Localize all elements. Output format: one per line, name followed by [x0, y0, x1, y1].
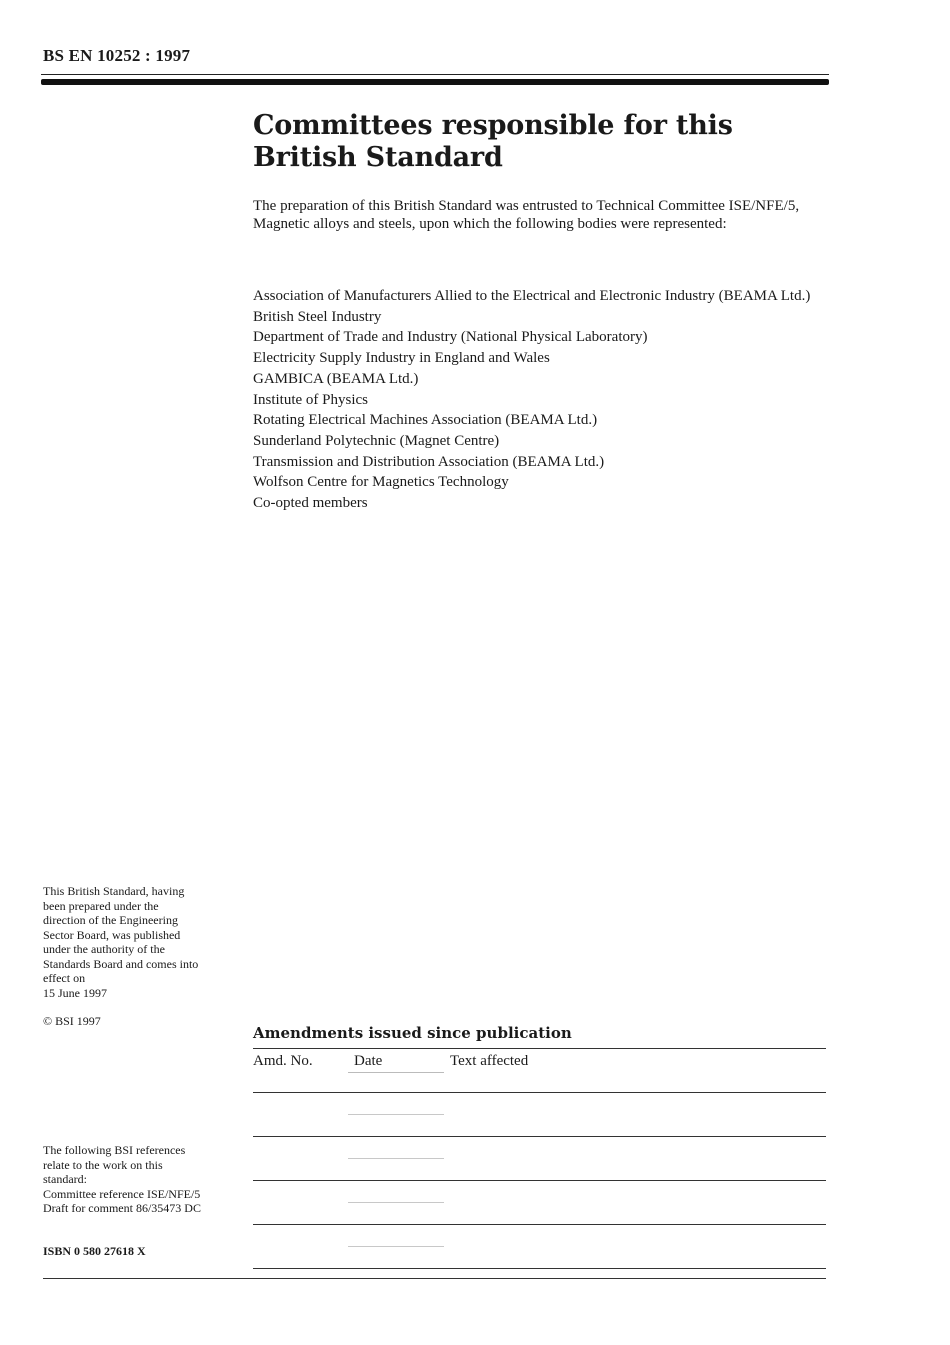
column-header-date — [348, 1053, 444, 1073]
ref-line: The following BSI references — [43, 1143, 186, 1157]
list-item: Wolfson Centre for Magnetics Technology — [253, 474, 509, 491]
publication-note — [43, 884, 233, 1000]
note-line: been prepared under the — [43, 898, 159, 913]
note-line: under the authority of the — [43, 942, 165, 956]
column-header-amd-no: Amd. No. — [253, 1053, 313, 1069]
title-line-2: British Standard — [253, 142, 503, 173]
ref-line: standard: — [43, 1172, 87, 1186]
column-header-text-affected: Text affected — [450, 1053, 529, 1069]
title-line-1: Committees responsible for this — [253, 110, 733, 141]
document-id: BS EN 10252 : 1997 — [43, 46, 191, 65]
table-header-row — [253, 1048, 826, 1092]
list-item: Sunderland Polytechnic (Magnet Centre) — [253, 432, 500, 449]
blank-date-line — [348, 1202, 444, 1203]
list-item: Rotating Electrical Machines Association (BEAMA Ltd.) — [253, 412, 598, 429]
copyright-notice: © BSI 1997 — [43, 1014, 101, 1028]
blank-date-line — [348, 1246, 444, 1247]
list-item: Institute of Physics — [253, 391, 368, 408]
list-item: Department of Trade and Industry (National Physical Laboratory) — [253, 329, 648, 346]
represented-bodies-list — [253, 286, 813, 514]
footer-rule — [43, 1278, 826, 1279]
amendments-heading: Amendments issued since publication — [253, 1024, 572, 1042]
note-line: Sector Board, was published — [43, 927, 181, 942]
intro-paragraph: The preparation of this British Standard was entrusted to Technical Committee ISE/NFE/5, Magnetic alloys and steels, upon which the following bodies were represented: — [253, 198, 800, 232]
ref-line: relate to the work on this — [43, 1157, 163, 1172]
table-row — [253, 1092, 826, 1136]
bsi-references — [43, 1143, 243, 1216]
list-item: Co-opted members — [253, 495, 368, 512]
list-item: Electricity Supply Industry in England and Wales — [253, 350, 550, 367]
table-row — [253, 1180, 826, 1224]
note-line: effect on — [43, 971, 86, 985]
note-line: direction of the Engineering — [43, 913, 178, 927]
list-item: Association of Manufacturers Allied to the Electrical and Electronic Industry (BEAMA Ltd.) — [253, 288, 811, 304]
list-item: British Steel Industry — [253, 308, 382, 325]
note-line: This British Standard, having — [43, 884, 185, 898]
table-row — [253, 1136, 826, 1180]
blank-date-line — [348, 1114, 444, 1115]
blank-date-line — [348, 1158, 444, 1159]
effective-date: 15 June 1997 — [43, 985, 107, 1000]
list-item: Transmission and Distribution Association (BEAMA Ltd.) — [253, 453, 605, 470]
draft-reference: Draft for comment 86/35473 DC — [43, 1201, 201, 1215]
table-row — [253, 1224, 826, 1269]
committee-reference: Committee reference ISE/NFE/5 — [43, 1186, 201, 1201]
header-rule-thin — [41, 74, 829, 75]
note-line: Standards Board and comes into — [43, 956, 199, 971]
list-item: GAMBICA (BEAMA Ltd.) — [253, 370, 419, 387]
isbn: ISBN 0 580 27618 X — [43, 1244, 146, 1258]
page-title — [253, 110, 813, 174]
date-header-label: Date — [354, 1053, 383, 1069]
amendments-table — [253, 1048, 826, 1269]
header-rule-thick — [41, 79, 829, 85]
